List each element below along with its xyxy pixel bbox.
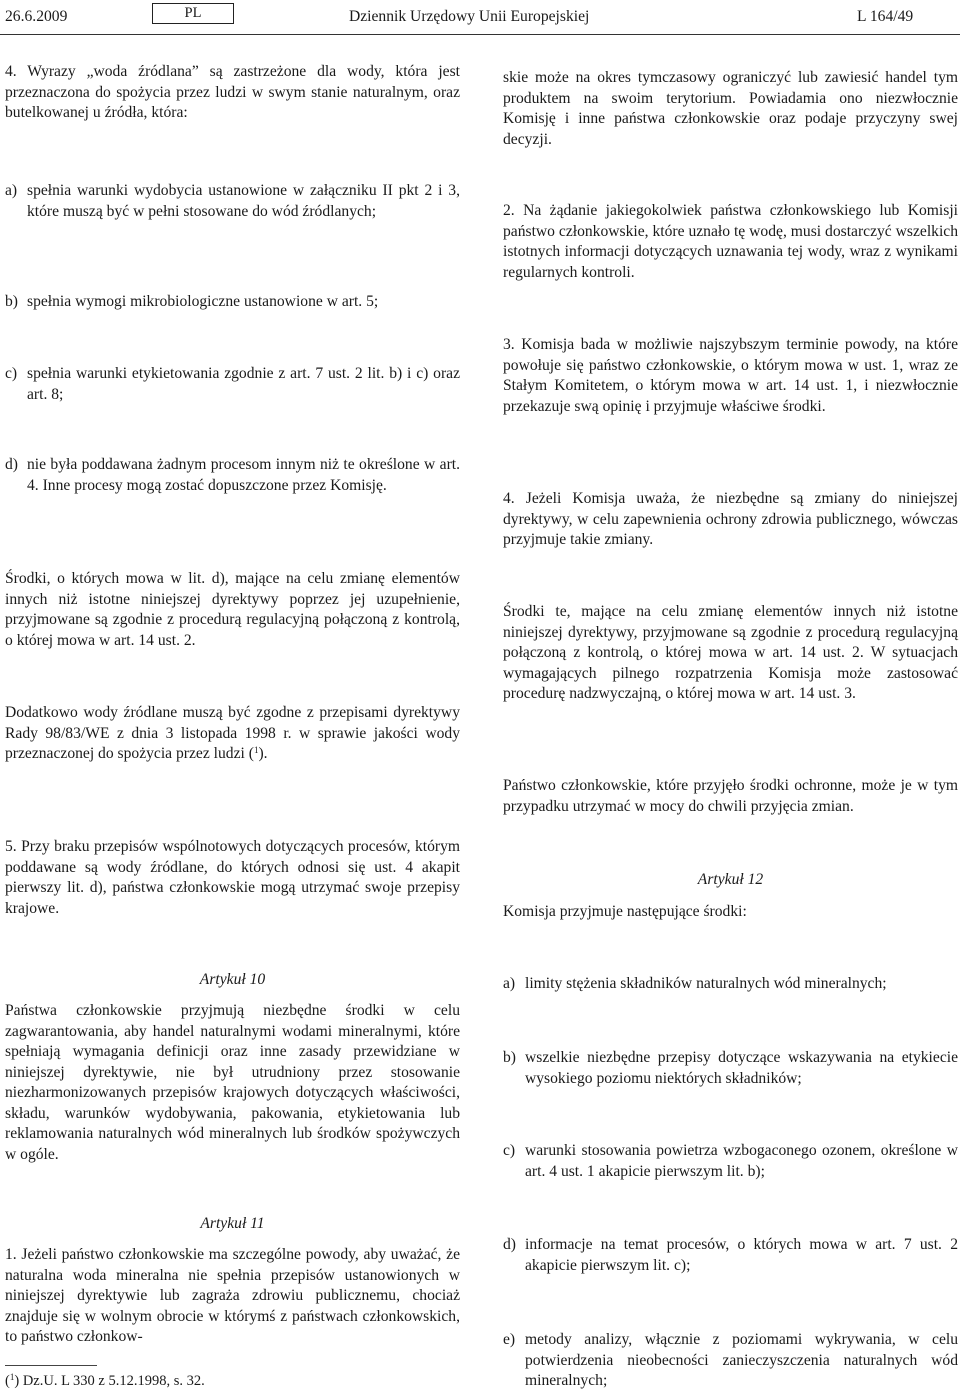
list-item bbox=[5, 364, 460, 405]
list-label: a) bbox=[5, 182, 18, 199]
list-label: b) bbox=[5, 293, 18, 310]
header-divider bbox=[0, 34, 960, 35]
footnote-text: Dz.U. L 330 z 5.12.1998, s. 32. bbox=[22, 1373, 205, 1389]
paragraph-3: 3. Komisja bada w możliwie najszybszym terminie powody, na które powołuje się państwo członkowskie, o którym mowa w ust. 1, wraz ze Stałym Komitetem, o którym mowa w art. 14 ust. 1, i niezwłocznie przekazuje swą opinię i przyjmuje właściwe środki. bbox=[503, 336, 958, 415]
additional-text-end: ). bbox=[258, 745, 268, 762]
list-item bbox=[5, 181, 460, 222]
footnote-number: 1 bbox=[9, 1372, 15, 1382]
list-item bbox=[503, 1235, 958, 1276]
list-item bbox=[5, 455, 460, 496]
list-label: d) bbox=[503, 1236, 516, 1253]
paragraph-4-right: 4. Jeżeli Komisja uważa, że niezbędne są zmiany do niniejszej dyrektywy, w celu zapewnienia ochrony zdrowia publicznego, wówczas przyjmuje takie zmiany. bbox=[503, 490, 958, 548]
journal-title: Dziennik Urzędowy Unii Europejskiej bbox=[349, 8, 590, 25]
list-item bbox=[503, 1048, 958, 1089]
list-text: metody analizy, włącznie z poziomami wykrywania, w celu potwierdzenia nieobecności zanieczyszczenia naturalnych wód mineralnych; bbox=[525, 1331, 958, 1389]
footnote: ($^1$) Dz.U. L 330 z 5.12.1998, s. 32. bbox=[5, 1372, 205, 1389]
list-text: informacje na temat procesów, o których mowa w art. 7 ust. 2 akapicie pierwszym lit. c); bbox=[525, 1236, 958, 1274]
list-text: wszelkie niezbędne przepisy dotyczące wskazywania na etykiecie wysokiego poziomu niektórych składników; bbox=[525, 1049, 958, 1087]
footnote-divider bbox=[5, 1365, 97, 1366]
measures-paragraph: Środki, o których mowa w lit. d), mające na celu zmianę elementów innych niż istotne niniejszej dyrektywy poprzez jej uzupełnienie, przyjmowane są zgodnie z procedurą regulacyjną połączoną z kontrolą, o której mowa w art. 14 ust. 2. bbox=[5, 570, 460, 649]
article-10-title: Artykuł 10 bbox=[199, 971, 266, 988]
list-text: nie była poddawana żadnym procesom innym niż te określone w art. 4. Inne procesy mogą zostać dopuszczone przez Komisję. bbox=[27, 456, 460, 494]
list-text: warunki stosowania powietrza wzbogaconego ozonem, określone w art. 4 ust. 1 akapicie pierwszym lit. b); bbox=[525, 1142, 958, 1180]
list-item bbox=[503, 1330, 958, 1392]
list-label: d) bbox=[5, 456, 18, 473]
list-item bbox=[5, 292, 460, 313]
list-text: spełnia warunki etykietowania zgodnie z art. 7 ust. 2 lit. b) i c) oraz art. 8; bbox=[27, 365, 460, 403]
footnote-reference: 1 bbox=[253, 745, 259, 755]
header-date: 26.6.2009 bbox=[5, 8, 68, 25]
member-state-paragraph: Państwo członkowskie, które przyjęło środki ochronne, może je w tym przypadku utrzymać w mocy do chwili przyjęcia zmian. bbox=[503, 777, 958, 815]
list-item bbox=[503, 974, 958, 995]
measures-paragraph-right: Środki te, mające na celu zmianę elementów innych niż istotne niniejszej dyrektywy, przyjmowane są zgodnie z procedurą regulacyjną połączoną z kontrolą, o której mowa w art. 14 ust. 2. W sytuacjach wymagających pilnego rozpatrzenia Komisja może zastosować procedurę nadzwyczajną, o której mowa w art. 14 ust. 3. bbox=[503, 603, 958, 702]
continuation-paragraph: skie może na okres tymczasowy ograniczyć lub zawiesić handel tym produktem na swoim terytorium. Powiadamia ono niezwłocznie Komisję i inne państwa członkowskie oraz podaje przyczyny swej decyzji. bbox=[503, 69, 958, 148]
language-code: PL bbox=[152, 3, 234, 24]
page-reference: L 164/49 bbox=[857, 8, 914, 25]
additional-paragraph bbox=[5, 703, 460, 765]
paragraph-2: 2. Na żądanie jakiegokolwiek państwa członkowskiego lub Komisji państwo członkowskie, które uznało tę wodę, musi dostarczyć wszelkich istotnych informacji dotyczących uznawania tej wody, wraz z wynikami regularnych kontroli. bbox=[503, 202, 958, 281]
article-11-title: Artykuł 11 bbox=[200, 1215, 265, 1232]
list-label: b) bbox=[503, 1049, 516, 1066]
additional-text: Dodatkowo wody źródlane muszą być zgodne z przepisami dyrektywy Rady 98/83/WE z dnia 3 listopada 1998 r. w sprawie jakości wody przeznaczonej do spożycia przez ludzi ( bbox=[5, 704, 460, 762]
list-item bbox=[503, 1141, 958, 1182]
article-12-intro: Komisja przyjmuje następujące środki: bbox=[503, 903, 747, 920]
article-10-text: Państwa członkowskie przyjmują niezbędne środki w celu zagwarantowania, aby handel naturalnymi wodami mineralnymi, które spełniają wymagania definicji oraz inne zasady przewidziane w niniejszej dyrektywie, nie był utrudniony przez stosowanie niezharmonizowanych przepisów krajowych dotyczących właściwości, składu, warunków wydobywania, pakowania, etykietowania lub reklamowania naturalnych wód mineralnych lub środków spożywczych w ogóle. bbox=[5, 1002, 460, 1163]
article-11-paragraph-1: 1. Jeżeli państwo członkowskie ma szczególne powody, aby uważać, że naturalna woda mineralna nie spełnia przepisów ustanowionych w niniejszej dyrektywie lub zagraża zdrowiu publicznemu, chociaż znajduje się w wolnym obrocie w którymś z państwach członkowskich, to państwo członkow- bbox=[5, 1246, 460, 1345]
list-text: limity stężenia składników naturalnych wód mineralnych; bbox=[525, 975, 887, 992]
paragraph-4: 4. Wyrazy „woda źródlana” są zastrzeżone dla wody, która jest przeznaczona do spożycia przez ludzi w swym stanie naturalnym, oraz butelkowanej u źródła, która: bbox=[5, 63, 460, 121]
list-text: spełnia warunki wydobycia ustanowione w załączniku II pkt 2 i 3, które muszą być w pełni stosowane do wód źródlanych; bbox=[27, 182, 460, 220]
list-label: a) bbox=[503, 975, 516, 992]
list-label: c) bbox=[503, 1142, 516, 1159]
list-label: e) bbox=[503, 1331, 516, 1348]
list-label: c) bbox=[5, 365, 18, 382]
paragraph-5: 5. Przy braku przepisów wspólnotowych dotyczących procesów, którym poddawane są wody źródlane, do których odnosi się ust. 4 akapit pierwszy lit. d), państwa członkowskie mogą utrzymać swoje przepisy krajowe. bbox=[5, 838, 460, 917]
list-text: spełnia wymogi mikrobiologiczne ustanowione w art. 5; bbox=[27, 293, 379, 310]
article-12-title: Artykuł 12 bbox=[697, 871, 764, 888]
